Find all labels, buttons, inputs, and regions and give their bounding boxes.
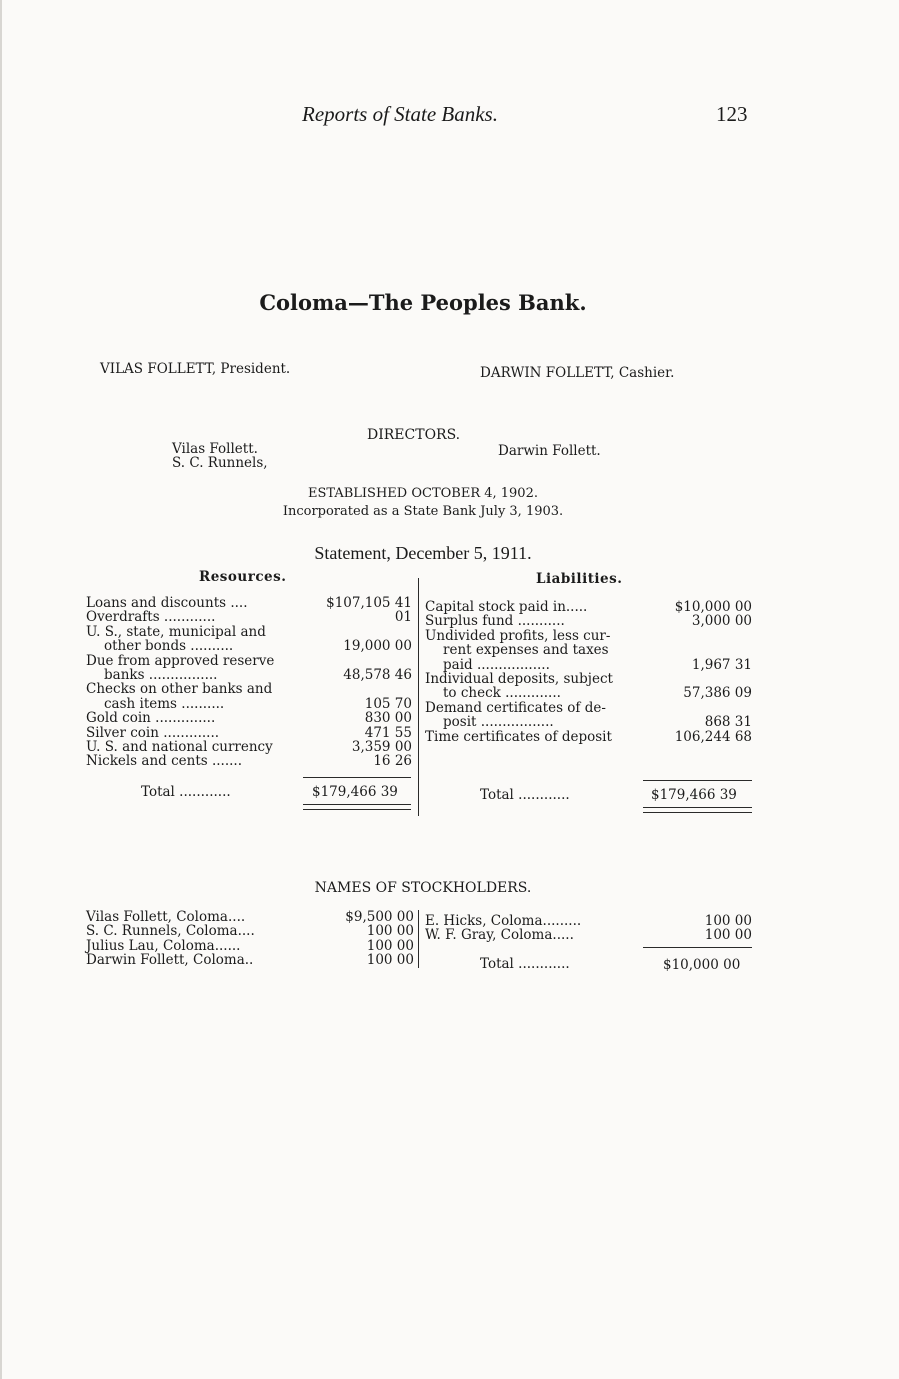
table-row: Loans and discounts .... $107,105 41: [86, 595, 412, 611]
director-name: Vilas Follett.: [172, 441, 258, 457]
stockholders-right-table: [425, 914, 752, 943]
subtotal-rule: [643, 947, 752, 948]
director-name: Darwin Follett.: [498, 443, 601, 459]
resources-total: $179,466 39: [312, 784, 398, 800]
table-row: Demand certificates of de-: [425, 699, 606, 716]
list-item: S. C. Runnels, Coloma.... 100 00: [86, 923, 414, 940]
page-number: 123: [716, 102, 748, 126]
table-row: U. S., state, municipal and: [86, 623, 266, 640]
page-edge-shadow: [0, 0, 2, 1379]
liabilities-heading: Liabilities.: [536, 571, 623, 587]
bank-title: Coloma—The Peoples Bank.: [259, 290, 587, 315]
list-item: Julius Lau, Coloma...... 100 00: [86, 937, 414, 954]
director-name: S. C. Runnels,: [172, 455, 268, 471]
table-row: to check ............. 57,386 09: [443, 685, 752, 702]
table-row: Due from approved reserve: [86, 652, 275, 669]
subtotal-rule: [643, 780, 752, 781]
table-row: cash items .......... 105 70: [104, 695, 412, 712]
statement-title: Statement, December 5, 1911.: [314, 543, 532, 563]
table-row: Overdrafts ............ 01: [86, 609, 412, 626]
liabilities-total: $179,466 39: [651, 787, 737, 803]
total-double-rule: [643, 807, 752, 813]
table-row: Undivided profits, less cur-: [425, 627, 611, 644]
column-divider: [418, 910, 419, 968]
stockholders-left-table: [86, 910, 414, 968]
stockholders-total-label: Total ............: [480, 956, 570, 972]
table-row: Time certificates of deposit 106,244 68: [425, 728, 752, 745]
cashier: DARWIN FOLLETT, Cashier.: [480, 365, 675, 381]
established-date: ESTABLISHED OCTOBER 4, 1902.: [307, 486, 538, 501]
table-row: posit ................. 868 31: [443, 714, 752, 731]
table-row: Capital stock paid in..... $10,000 00: [425, 599, 752, 615]
incorporated-date: Incorporated as a State Bank July 3, 1903.: [282, 504, 564, 519]
stockholders-total: $10,000 00: [663, 957, 741, 973]
running-title: Reports of State Banks.: [302, 102, 498, 126]
president: VILAS FOLLETT, President.: [100, 361, 291, 377]
list-item: W. F. Gray, Coloma..... 100 00: [425, 927, 752, 944]
table-row: banks ................ 48,578 46: [104, 666, 412, 683]
column-divider: [418, 578, 419, 816]
table-row: Surplus fund ........... 3,000 00: [425, 613, 752, 630]
directors-heading: DIRECTORS.: [367, 427, 461, 443]
table-row: Nickels and cents ....... 16 26: [86, 753, 412, 770]
resources-table: [86, 596, 412, 769]
list-item: E. Hicks, Coloma......... 100 00: [425, 913, 752, 929]
liabilities-table: [425, 600, 752, 744]
resources-heading: Resources.: [199, 569, 287, 585]
table-row: Checks on other banks and: [86, 681, 273, 698]
list-item: Vilas Follett, Coloma.... $9,500 00: [86, 909, 414, 925]
table-row: Gold coin .............. 830 00: [86, 710, 412, 727]
table-row: rent expenses and taxes: [443, 642, 609, 659]
liabilities-total-label: Total ............: [480, 787, 570, 803]
total-double-rule: [303, 804, 411, 810]
table-row: other bonds .......... 19,000 00: [104, 638, 412, 655]
table-row: Individual deposits, subject: [425, 670, 613, 687]
subtotal-rule: [303, 777, 411, 778]
stockholders-heading: NAMES OF STOCKHOLDERS.: [314, 880, 532, 896]
table-row: paid ................. 1,967 31: [443, 656, 752, 673]
resources-total-label: Total ............: [141, 784, 231, 800]
table-row: U. S. and national currency 3,359 00: [86, 738, 412, 755]
list-item: Darwin Follett, Coloma.. 100 00: [86, 952, 414, 969]
table-row: Silver coin ............. 471 55: [86, 724, 412, 741]
